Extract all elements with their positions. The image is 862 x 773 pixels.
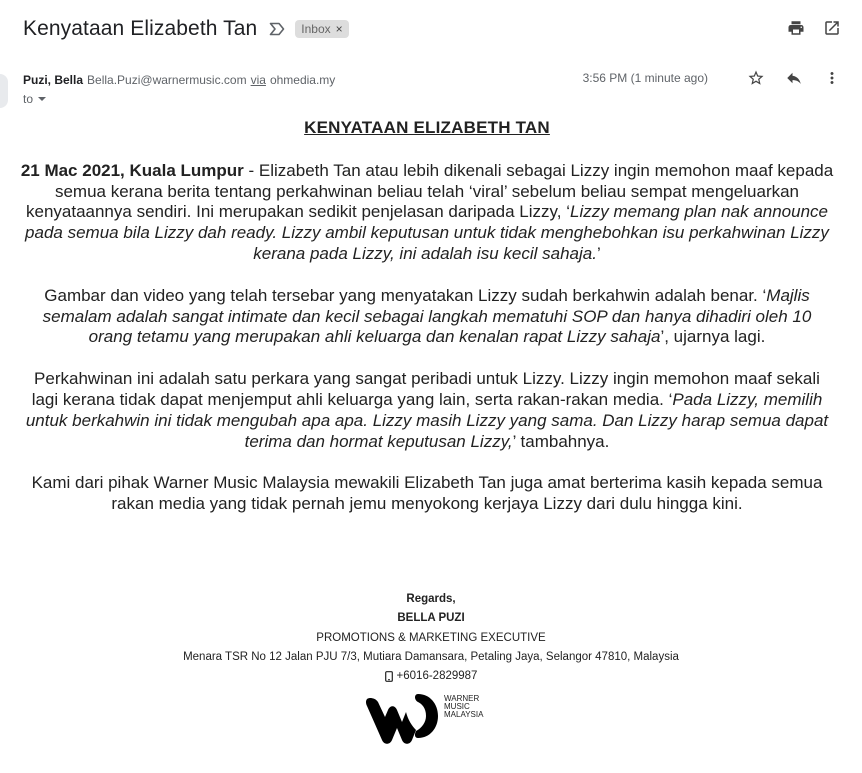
sender-avatar[interactable] [0,74,8,108]
signature-phone[interactable]: +6016-2829987 [396,670,478,683]
inbox-label-text: Inbox [301,22,331,36]
signature-address: Menara TSR No 12 Jalan PJU 7/3, Mutiara Damansara, Petaling Jaya, Selangor 47810, Malaysia [183,650,679,663]
print-icon[interactable] [786,18,806,38]
quote-2: Majlis semalam adalah sangat intimate dan kecil sebagai langkah mematuhi SOP dan hanya dihadiri oleh 10 orang tetamu yang merupakan ahli keluarga dan kenalan rapat Lizzy sahaja [42,285,812,347]
body-paragraph-3: Perkahwinan ini adalah satu perkara yang sangat peribadi untuk Lizzy. Lizzy ingin memohon maaf sekali lagi kerana tidak dapat menjemput ahli keluarga yang lain, serta rakan-rakan media. ‘Pada Lizzy, memilih untuk berkahwin ini tidak mengubah apa apa. Lizzy masih Lizzy yang sama. Dan Lizzy harap semua dapat terima dan hormat keputusan Lizzy,’ tambahnya. [25,369,829,451]
to-label: to [23,92,34,106]
dateline: 21 Mac 2021, Kuala Lumpur [20,160,244,180]
logo-wordmark: WARNER MUSIC MALAYSIA [444,694,484,719]
warner-logo-mark-icon [364,690,440,748]
sender-row [23,72,842,88]
signature-regards: Regards, [406,593,456,605]
via-domain: ohmedia.my [269,73,336,87]
recipients-toggle[interactable] [23,92,47,106]
timestamp: 3:56 PM (1 minute ago) [582,71,708,85]
chevron-down-icon [37,96,47,102]
body-paragraph-4: Kami dari pihak Warner Music Malaysia mewakili Elizabeth Tan juga amat berterima kasih kepada semua rakan media yang tidak pernah jemu menyokong kerjaya Lizzy dari dulu hingga kini. [31,473,823,514]
quote-3: Pada Lizzy, memilih untuk berkahwin ini tidak mengubah apa apa. Lizzy masih Lizzy yang sama. Dan Lizzy harap semua dapat terima dan hormat keputusan Lizzy, [25,389,829,451]
star-icon[interactable] [746,68,766,88]
signature-name: BELLA PUZI [397,612,465,625]
email-body [20,118,834,536]
body-paragraph-1: 21 Mac 2021, Kuala Lumpur - Elizabeth Tan atau lebih dikenali sebagai Lizzy ingin memohon maaf kepada semua kerana berita tentang perkahwinan beliau telah ‘viral’ sebelum beliau sempat mengeluarkan kenyataannya sendiri. Ini merupakan sedikit penjelasan daripada Lizzy, ‘Lizzy memang plan nak announce pada semua bila Lizzy dah ready. Lizzy ambil keputusan untuk tidak menghebohkan isu perkahwinan Lizzy kerana pada Lizzy, ini adalah isu kecil sahaja.’ [20,160,834,263]
more-vertical-icon[interactable] [822,68,842,88]
signature-title: PROMOTIONS & MARKETING EXECUTIVE [316,631,546,644]
message-meta [583,68,842,88]
reply-icon[interactable] [784,68,804,88]
header-actions [786,18,842,38]
warner-music-malaysia-logo [364,690,494,750]
signature-phone-line [0,667,862,686]
open-in-new-window-icon[interactable] [822,18,842,38]
subject-row [23,14,842,44]
importance-marker-icon[interactable] [269,22,285,36]
statement-heading: KENYATAAN ELIZABETH TAN [304,118,550,137]
inbox-label-chip[interactable] [295,20,348,38]
via-link[interactable]: via [250,73,266,87]
sender-email: Bella.Puzi@warnermusic.com [87,73,247,87]
remove-label-icon[interactable]: × [335,22,343,36]
sender-name[interactable]: Puzi, Bella [23,73,84,87]
email-signature [0,590,862,686]
email-subject: Kenyataan Elizabeth Tan [23,17,258,40]
body-paragraph-2: Gambar dan video yang telah tersebar yang menyatakan Lizzy sudah berkahwin adalah benar. ‘Majlis semalam adalah sangat intimate dan kecil sebagai langkah mematuhi SOP dan hanya dihadiri oleh 10 orang tetamu yang merupakan ahli keluarga dan kenalan rapat Lizzy sahaja’, ujarnya lagi. [42,285,812,347]
mobile-phone-icon [385,671,393,682]
quote-1: Lizzy memang plan nak announce pada semua bila Lizzy dah ready. Lizzy ambil keputusan untuk tidak menghebohkan isu perkahwinan Lizzy kerana pada Lizzy, ini adalah isu kecil sahaja. [25,202,829,263]
